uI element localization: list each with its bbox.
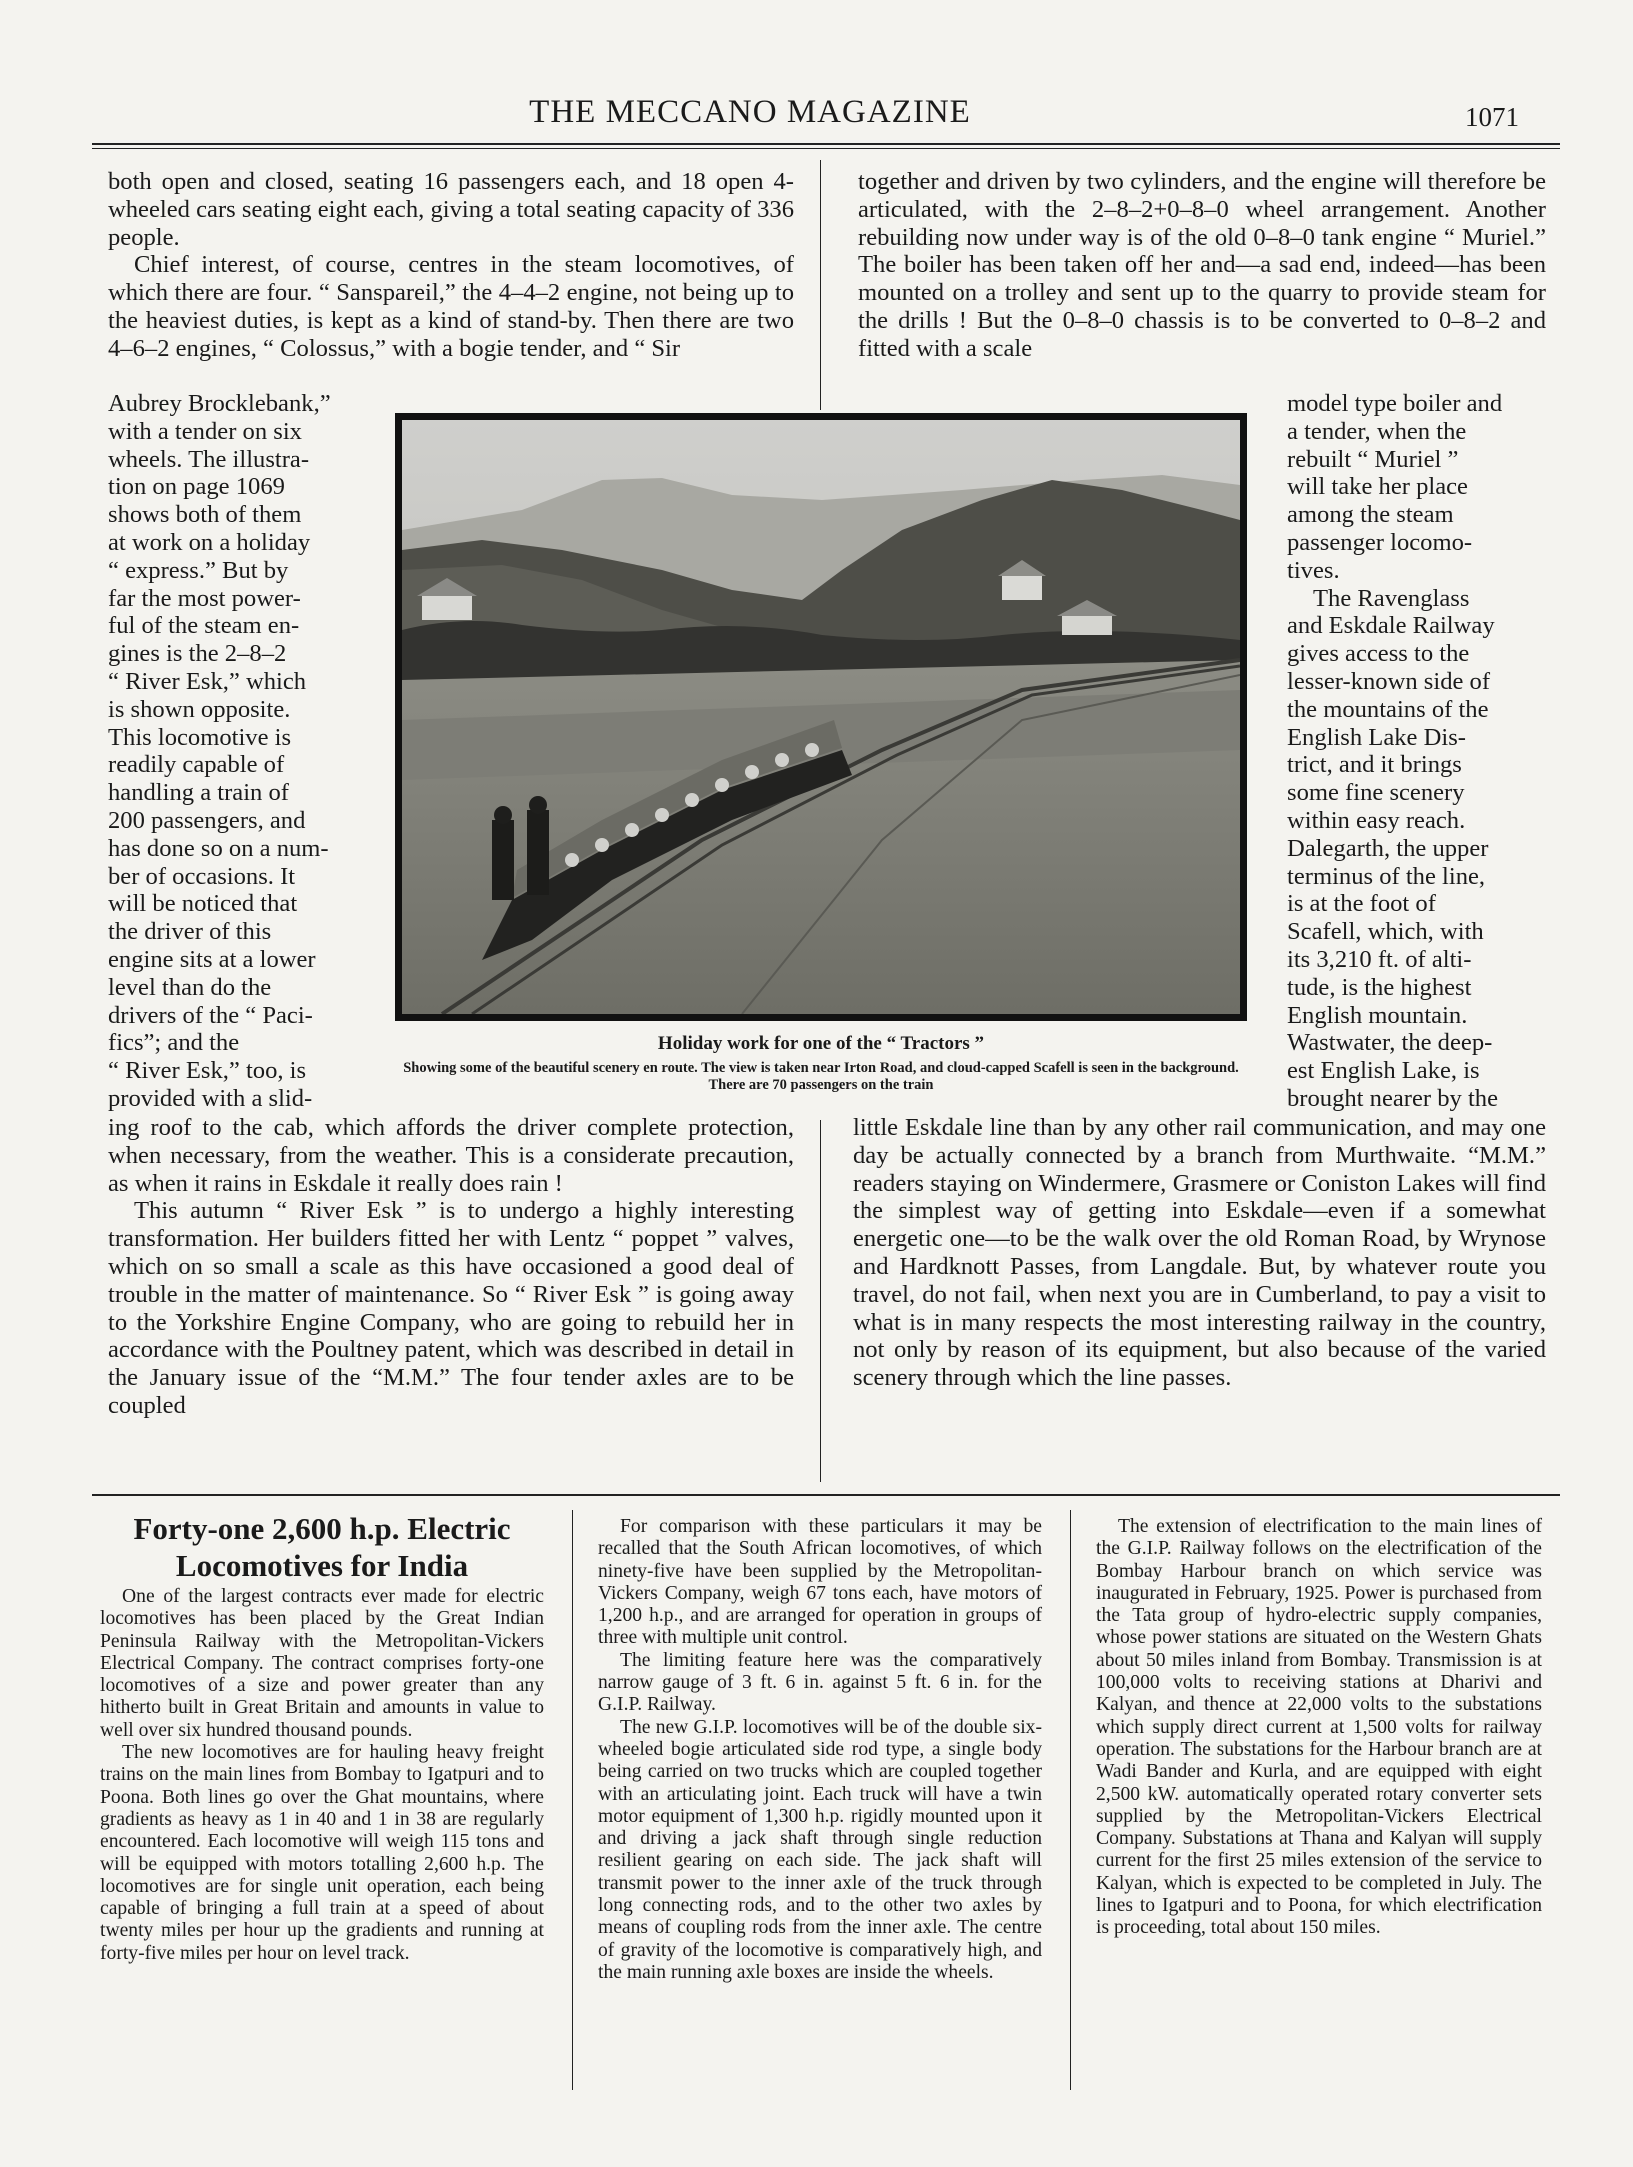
text-line: within easy reach.: [1287, 806, 1466, 834]
text-line: Scafell, which, with: [1287, 918, 1484, 946]
paragraph: The extension of electrification to the main lines of the G.I.P. Railway follows on the electrification of the Bombay Harbour branch on which service was inaugurated in February, 1925. Power is purchased from the Tata group of hydro-electric supply companies, whose power stations are situated on the Western Ghats about 50 miles inland from Bombay. Transmission is at 100,000 volts to receiving stations at Dharivi and Kalyan, and thence at 22,000 volts to the substations which supply direct current at 1,500 volts for railway operation. The substations for the Harbour branch are at Wadi Bander and Kurla, and are equipped with eight 2,500 kW. automatically operated rotary converter sets supplied by the Metropolitan-Vickers Electrical Company. Substations at Thana and Kalyan will supply current for the first 25 miles extension of the service to Kalyan, which is expected to be completed in July. The lines to Igatpuri and to Poona, for which electrification is proceeding, total about 150 miles.: [1096, 1516, 1542, 1939]
text-line: is at the foot of: [1287, 890, 1436, 918]
text-line: gives access to the: [1287, 640, 1470, 668]
figure-caption-title: Holiday work for one of the “ Tractors ”: [657, 1033, 985, 1054]
text-line: has done so on a num-: [108, 834, 329, 862]
text-line: “ River Esk,” too, is: [108, 1057, 307, 1085]
paragraph: Chief interest, of course, centres in the steam locomotives, of which there are four. “ Sanspareil,” the 4–4–2 engine, not being up to the heaviest duties, is kept as a kind of stand-by. Then there are two 4–6–2 engines, “ Colossus,” with a bogie tender, and “ Sir: [108, 251, 794, 362]
text-line: tives.: [1287, 556, 1340, 584]
text-line: Wastwater, the deep-: [1287, 1029, 1493, 1057]
paragraph: little Eskdale line than by any other rail communication, and may one day be actually connected by a branch from Murthwaite. “M.M.” readers staying on Windermere, Grasmere or Coniston Lakes will find the simplest way of getting into Eskdale—even if a somewhat energetic one—to be the walk over the old Roman Road, by Wrynose and Hardknott Passes, from Langdale. But, by whatever route you travel, do not fail, when next you are in Cumberland, to pay a visit to what is in many respects the most interesting railway in the country, not only by reason of its equipment, but also because of the varied scenery through which the line passes.: [853, 1114, 1546, 1392]
text-line: handling a train of: [108, 779, 289, 807]
text-line: drivers of the “ Paci-: [108, 1001, 313, 1029]
paragraph: This autumn “ River Esk ” is to undergo a highly interesting transformation. Her builders fitted her with Lentz “ poppet ” valves, which on so small a scale as this have occasioned a good deal of trouble in the matter of maintenance. So “ River Esk ” is going away to the Yorkshire Engine Company, who are going to rebuild her in accordance with the Poultney patent, which was described in detail in the January issue of the “M.M.” The four tender axles are to be coupled: [108, 1197, 794, 1419]
text-line: ful of the steam en-: [108, 612, 300, 640]
text-line: Dalegarth, the upper: [1287, 834, 1489, 862]
text-line: English Lake Dis-: [1287, 723, 1466, 751]
text-line: rebuilt “ Muriel ”: [1287, 445, 1459, 473]
text-line: readily capable of: [108, 751, 285, 779]
lower-column-2: [598, 1516, 1042, 1984]
paragraph: both open and closed, seating 16 passengers each, and 18 open 4-wheeled cars seating eight each, giving a total seating capacity of 336 people.: [108, 168, 794, 251]
text-line: will take her place: [1287, 473, 1468, 501]
text-line: level than do the: [108, 973, 272, 1001]
column-divider-upper-bottom: [820, 1120, 821, 1482]
column-divider-lower-2: [1070, 1510, 1071, 2090]
text-line: English mountain.: [1287, 1001, 1468, 1029]
upper-right-column-top: [858, 168, 1546, 363]
page-number: 1071: [1465, 102, 1519, 132]
article-title-line-2: Locomotives for India: [175, 1548, 469, 1583]
text-line: its 3,210 ft. of alti-: [1287, 945, 1472, 973]
text-line: This locomotive is: [108, 723, 292, 751]
upper-right-column-narrow: [1287, 390, 1545, 1113]
paragraph: The limiting feature here was the comparatively narrow gauge of 3 ft. 6 in. against 5 ft. 6 in. for the G.I.P. Railway.: [598, 1649, 1042, 1716]
article-title: [92, 1510, 552, 1584]
text-line: ber of occasions. It: [108, 862, 296, 890]
text-line: est English Lake, is: [1287, 1057, 1480, 1085]
text-line: engine sits at a lower: [108, 945, 316, 973]
text-line: gines is the 2–8–2: [108, 640, 287, 668]
text-line: “ River Esk,” which: [108, 667, 307, 695]
text-line: with a tender on six: [108, 417, 302, 445]
text-line: some fine scenery: [1287, 779, 1465, 807]
railway-photograph: [395, 413, 1247, 1021]
paragraph: together and driven by two cylinders, and the engine will therefore be articulated, with the 2–8–2+0–8–0 wheel arrangement. Another rebuilding now under way is of the old 0–8–0 tank engine “ Muriel.” The boiler has been taken off her and—a sad end, indeed—has been mounted on a trolley and sent up to the quarry to provide steam for the drills ! But the 0–8–0 chassis is to be converted to 0–8–2 and fitted with a scale: [858, 168, 1546, 362]
upper-left-column-bottom: [108, 1114, 794, 1420]
text-line: shows both of them: [108, 501, 302, 529]
section-divider-rule: [92, 1494, 1560, 1496]
paragraph: The new locomotives are for hauling heavy freight trains on the main lines from Bombay to Igatpuri and to Poona. Both lines go over the Ghat mountains, where gradients as heavy as 1 in 40 and 1 in 38 are regularly encountered. Each locomotive will weigh 115 tons and will be equipped with motors totalling 2,600 h.p. The locomotives are for single unit operation, each being capable of bringing a full train at a speed of about twenty miles per hour up the gradients and running at forty-five miles per hour on level track.: [100, 1742, 544, 1964]
text-line: the driver of this: [108, 918, 272, 946]
text-line: The Ravenglass: [1313, 584, 1470, 612]
paragraph: ing roof to the cab, which affords the driver complete protection, when necessary, from the weather. This is a considerate precaution, as when it rains in Eskdale it really does rain !: [108, 1114, 794, 1197]
header-rule-bottom: [92, 148, 1560, 149]
text-line: Aubrey Brocklebank,”: [108, 390, 331, 417]
text-line: passenger locomo-: [1287, 528, 1473, 556]
text-line: lesser-known side of: [1287, 667, 1491, 695]
text-line: at work on a holiday: [108, 528, 311, 556]
text-line: and Eskdale Railway: [1287, 612, 1495, 640]
text-line: tion on page 1069: [108, 473, 285, 501]
text-line: “ express.” But by: [108, 556, 289, 584]
text-line: model type boiler and: [1287, 390, 1503, 417]
text-line: tude, is the highest: [1287, 973, 1472, 1001]
figure-caption-body: Showing some of the beautiful scenery en route. The view is taken near Irton Road, and cloud-capped Scafell is seen in the background. There are 70 passengers on the train: [403, 1060, 1239, 1093]
text-line: fics”; and the: [108, 1029, 240, 1057]
lower-column-3: [1096, 1516, 1542, 1940]
running-header-title: THE MECCANO MAGAZINE: [529, 94, 971, 130]
text-line: trict, and it brings: [1287, 751, 1462, 779]
text-line: a tender, when the: [1287, 417, 1467, 445]
paragraph: One of the largest contracts ever made for electric locomotives has been placed by the Great Indian Peninsula Railway with the Metropolitan-Vickers Electrical Company. The contract comprises forty-one locomotives of a size and power greater than any hitherto built in Great Britain and amounts in value to well over six hundred thousand pounds.: [100, 1586, 544, 1741]
text-line: provided with a slid-: [108, 1084, 313, 1112]
text-line: the mountains of the: [1287, 695, 1489, 723]
text-line: brought nearer by the: [1287, 1084, 1499, 1112]
paragraph: For comparison with these particulars it may be recalled that the South African locomotives, of which ninety-five have been supplied by the Metropolitan-Vickers Company, weigh 67 tons each, have motors of 1,200 h.p., and are arranged for operation in groups of three with multiple unit control.: [598, 1516, 1042, 1649]
column-divider-upper-top: [820, 160, 821, 410]
text-line: terminus of the line,: [1287, 862, 1486, 890]
lower-column-1: [100, 1586, 544, 1965]
upper-right-column-bottom: [853, 1114, 1546, 1392]
paragraph: The new G.I.P. locomotives will be of the double six-wheeled bogie articulated side rod type, a single body being carried on two trucks which are coupled together with an articulating joint. Each truck will have a twin motor equipment of 1,300 h.p. rigidly mounted upon it and driving a jack shaft through single reduction resilient gearing on each side. The jack shaft will transmit power to the inner axle of the truck through long connecting rods, and to the other two axles by means of coupling rods from the inner axle. The centre of gravity of the locomotive is comparatively high, and the main running axle boxes are inside the wheels.: [598, 1716, 1042, 1983]
header-rule-top: [92, 143, 1560, 145]
text-line: far the most power-: [108, 584, 301, 612]
text-line: will be noticed that: [108, 890, 298, 918]
landscape-train-image: [402, 420, 1240, 1014]
text-line: 200 passengers, and: [108, 806, 306, 834]
column-divider-lower-1: [572, 1510, 573, 2090]
upper-left-column-top: [108, 168, 794, 363]
text-line: is shown opposite.: [108, 695, 291, 723]
text-line: wheels. The illustra-: [108, 445, 310, 473]
upper-left-column-narrow: [108, 390, 366, 1113]
article-title-line-1: Forty-one 2,600 h.p. Electric: [133, 1511, 511, 1546]
text-line: among the steam: [1287, 501, 1454, 529]
